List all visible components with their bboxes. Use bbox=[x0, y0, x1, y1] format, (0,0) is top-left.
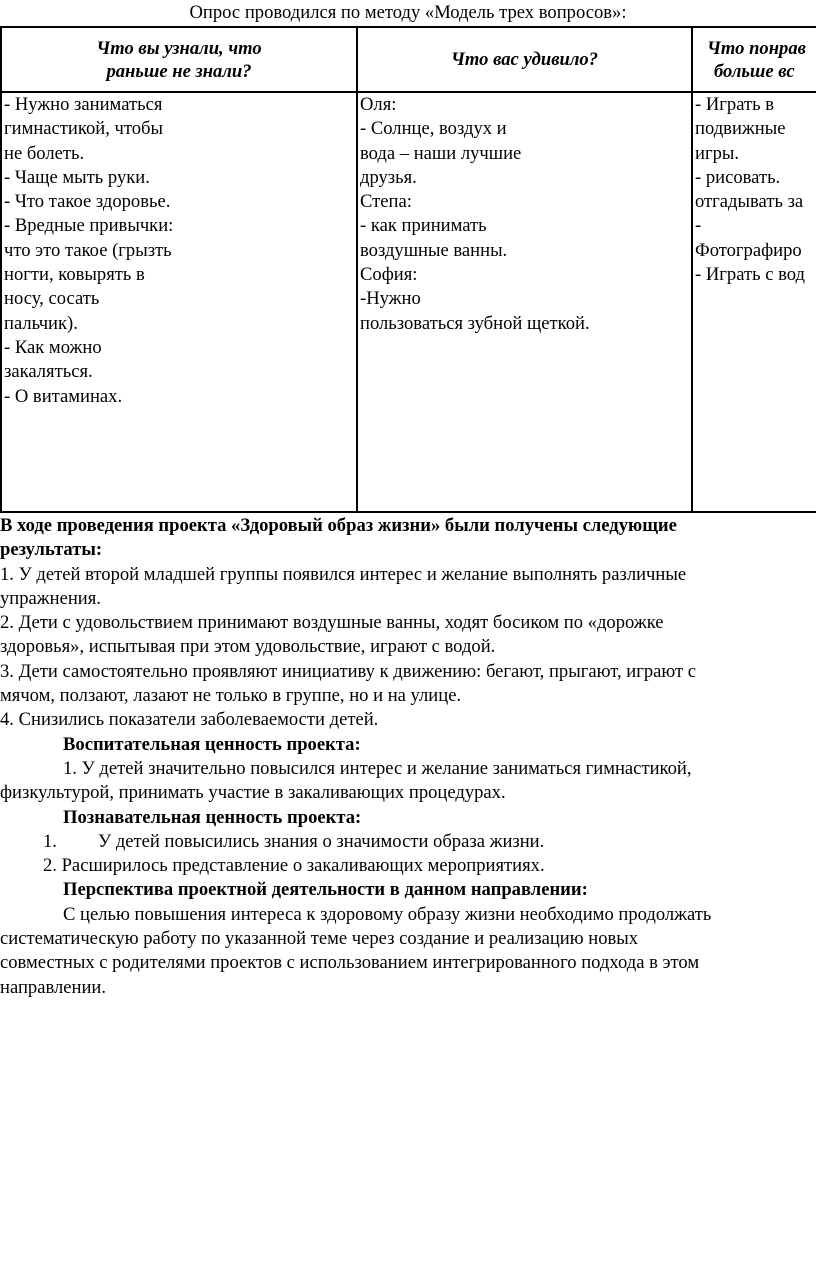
cell-line: пользоваться зубной щеткой. bbox=[360, 312, 590, 334]
cell-line: Оля: bbox=[360, 94, 397, 115]
cell-line: София: bbox=[360, 264, 418, 286]
cell-line: - bbox=[695, 215, 702, 237]
cell-line: не болеть. bbox=[4, 142, 85, 164]
cognitive-item-2: 2. Расширилось представление о закаливающих мероприятиях. bbox=[43, 855, 545, 877]
cell-line: вода – наши лучшие bbox=[360, 142, 522, 164]
cell-line: - Вредные привычки: bbox=[4, 215, 174, 237]
cell-line: Фотографиро bbox=[695, 239, 802, 261]
table-col-divider-2 bbox=[691, 26, 693, 513]
header-col1-line1: Что вы узнали, что bbox=[96, 37, 262, 59]
cell-line: ногти, ковырять в bbox=[4, 264, 145, 286]
perspective-line1: С целью повышения интереса к здоровому образу жизни необходимо продолжать bbox=[63, 903, 712, 925]
result-item-1-line2: упражнения. bbox=[0, 587, 101, 609]
result-item-2-line2: здоровья», испытывая при этом удовольствие, играют с водой. bbox=[0, 636, 496, 658]
cell-line: игры. bbox=[695, 142, 740, 164]
cell-line: пальчик). bbox=[4, 312, 78, 334]
cell-line: - Солнце, воздух и bbox=[360, 118, 507, 140]
educational-line2: физкультурой, принимать участие в закаливающих процедурах. bbox=[0, 782, 506, 804]
header-col2-line1: Что вас удивило? bbox=[451, 49, 598, 70]
cell-line: Степа: bbox=[360, 191, 412, 213]
cognitive-item-1-number: 1. bbox=[43, 830, 57, 852]
result-item-3-line1: 3. Дети самостоятельно проявляют инициативу к движению: бегают, прыгают, играют с bbox=[0, 660, 697, 682]
table-cell-learned bbox=[4, 93, 354, 409]
header-col1-line2: раньше не знали? bbox=[106, 60, 252, 82]
cell-line: что это такое (грызть bbox=[4, 239, 172, 261]
cell-line: - Как можно bbox=[4, 336, 102, 358]
table-col-divider-1 bbox=[356, 26, 358, 513]
educational-heading: Воспитательная ценность проекта: bbox=[63, 733, 361, 755]
cell-line: - Чаще мыть руки. bbox=[4, 166, 150, 188]
results-heading-line1: В ходе проведения проекта «Здоровый образ жизни» были получены следующие bbox=[0, 515, 677, 536]
header-col3-line2: больше вс bbox=[714, 60, 795, 82]
cell-line: -Нужно bbox=[360, 288, 421, 310]
perspective-line2: систематическую работу по указанной теме через создание и реализацию новых bbox=[0, 928, 639, 950]
result-item-4-line1: 4. Снизились показатели заболеваемости детей. bbox=[0, 709, 379, 731]
table-header-col2 bbox=[358, 28, 691, 91]
cell-line: гимнастикой, чтобы bbox=[4, 118, 163, 140]
cell-line: - как принимать bbox=[360, 215, 487, 237]
cell-line: - Играть с вод bbox=[695, 264, 805, 286]
cell-line: воздушные ванны. bbox=[360, 239, 508, 261]
cell-line: подвижные bbox=[695, 118, 786, 140]
table-border-left bbox=[0, 26, 2, 513]
table-header-col3 bbox=[693, 28, 816, 91]
table-cell-liked bbox=[695, 93, 816, 287]
cell-line: - Играть в bbox=[695, 94, 774, 115]
cell-line: - О витаминах. bbox=[4, 385, 123, 407]
results-section bbox=[0, 514, 816, 1000]
result-item-2-line1: 2. Дети с удовольствием принимают воздушные ванны, ходят босиком по «дорожке bbox=[0, 612, 664, 634]
cell-line: друзья. bbox=[360, 166, 417, 188]
cell-line: - рисовать. bbox=[695, 166, 781, 188]
cognitive-item-1-text: У детей повысились знания о значимости образа жизни. bbox=[98, 830, 545, 852]
perspective-line4: направлении. bbox=[0, 976, 107, 998]
header-col3-line1: Что понрав bbox=[707, 37, 806, 59]
cognitive-heading: Познавательная ценность проекта: bbox=[63, 806, 362, 828]
perspective-heading: Перспектива проектной деятельности в данном направлении: bbox=[63, 879, 588, 901]
results-heading-line2: результаты: bbox=[0, 539, 103, 561]
cell-line: носу, сосать bbox=[4, 288, 100, 310]
cognitive-item-1 bbox=[0, 830, 816, 854]
table-cell-surprised bbox=[360, 93, 689, 336]
survey-caption: Опрос проводился по методу «Модель трех вопросов»: bbox=[189, 2, 627, 23]
cell-line: - Нужно заниматься bbox=[4, 94, 163, 115]
cell-line: закаляться. bbox=[4, 361, 93, 383]
table-header-col1 bbox=[2, 28, 356, 91]
cell-line: отгадывать за bbox=[695, 191, 804, 213]
table-border-bottom bbox=[0, 511, 816, 513]
result-item-1-line1: 1. У детей второй младшей группы появился интерес и желание выполнять различные bbox=[0, 563, 687, 585]
result-item-3-line2: мячом, ползают, лазают не только в группе, но и на улице. bbox=[0, 685, 462, 707]
perspective-line3: совместных с родителями проектов с использованием интегрированного подхода в этом bbox=[0, 952, 700, 974]
cell-line: - Что такое здоровье. bbox=[4, 191, 171, 213]
educational-line1: 1. У детей значительно повысился интерес и желание заниматься гимнастикой, bbox=[63, 757, 692, 779]
